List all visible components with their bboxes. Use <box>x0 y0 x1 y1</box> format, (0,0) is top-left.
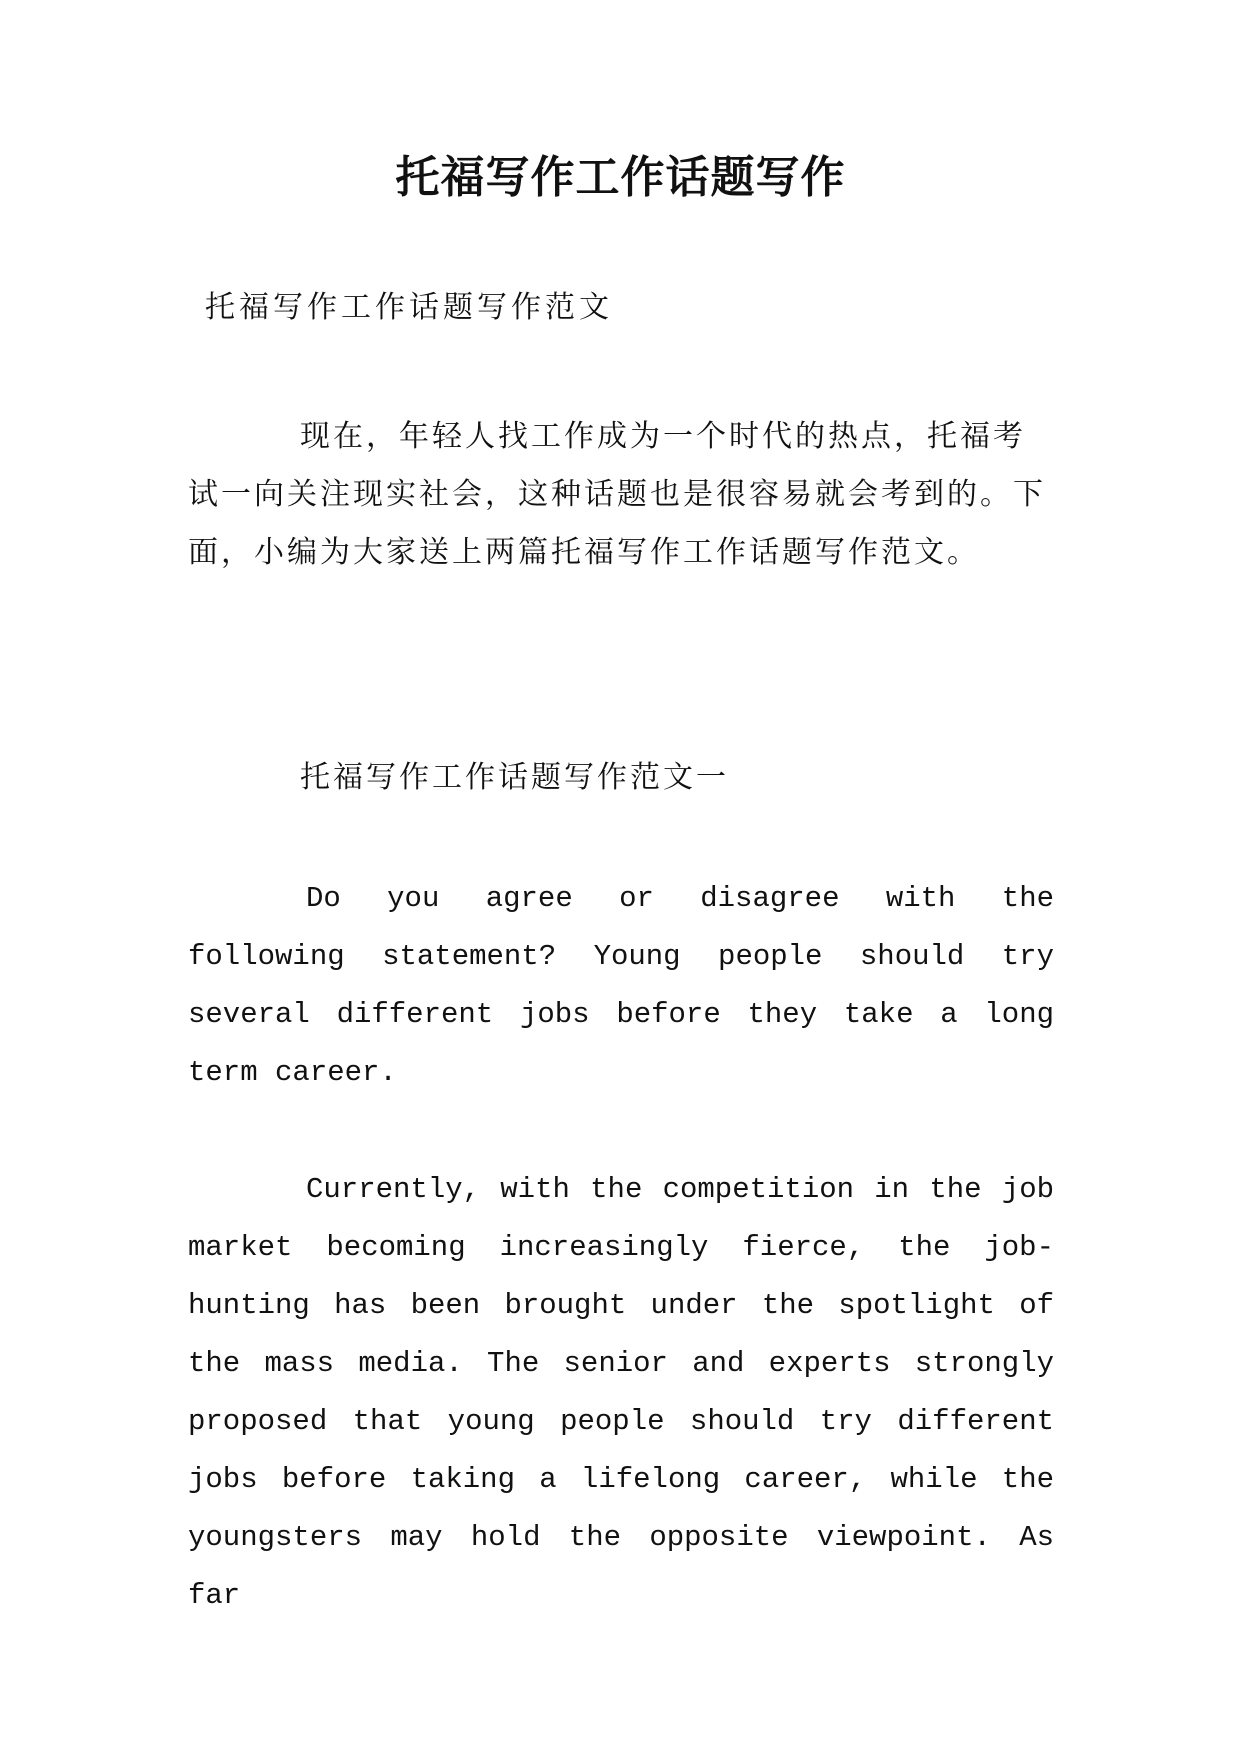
intro-paragraph: 现在，年轻人找工作成为一个时代的热点，托福考试一向关注现实社会，这种话题也是很容易就会考到的。下面，小编为大家送上两篇托福写作工作话题写作范文。 <box>188 419 1046 570</box>
essay-paragraph <box>188 1161 1054 1625</box>
document-title: 托福写作工作话题写作 <box>395 152 846 203</box>
document-subtitle: 托福写作工作话题写作范文 <box>205 290 613 325</box>
prompt-text: Do you agree or disagree with the following statement? Young people should try several different jobs before they take a long term career. <box>188 882 1054 1089</box>
essay-text: Currently, with the competition in the job market becoming increasingly fierce, the job-hunting has been brought under the spotlight of the mass media. The senior and experts strongly proposed that young people should try different jobs before taking a lifelong career, while the youngsters may hold the opposite viewpoint. As far <box>188 1173 1054 1612</box>
prompt-paragraph <box>188 870 1054 1102</box>
section-heading: 托福写作工作话题写作范文一 <box>300 760 729 795</box>
